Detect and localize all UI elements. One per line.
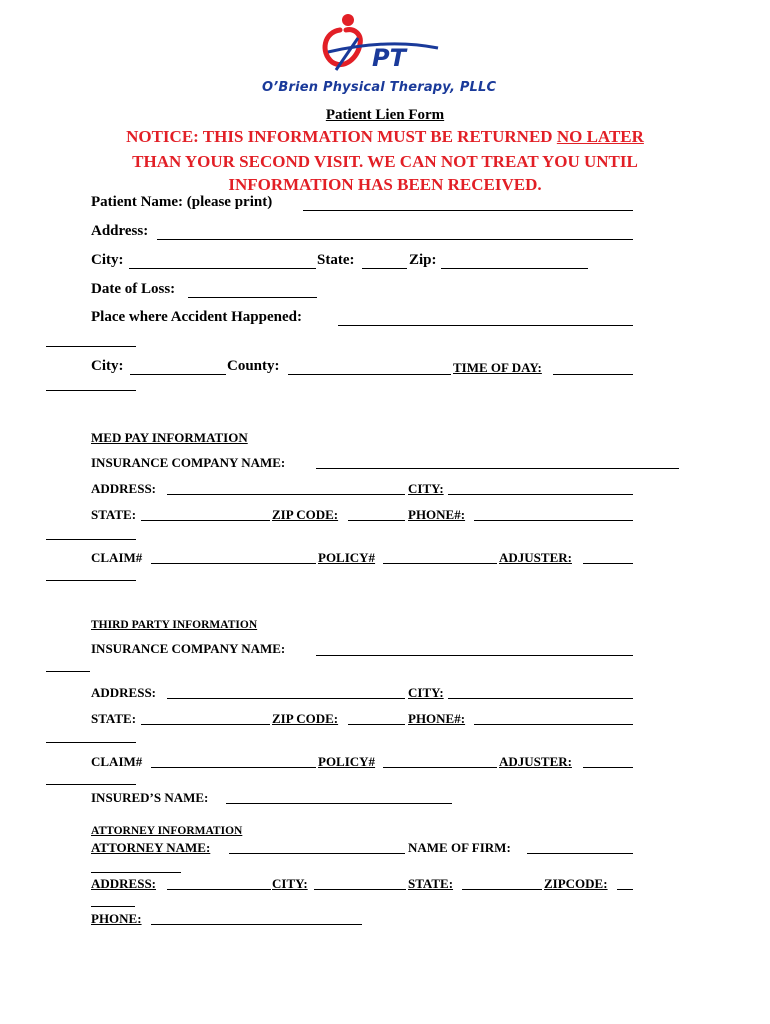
tp-address-label: ADDRESS: xyxy=(91,685,157,700)
tp-address-field[interactable] xyxy=(167,698,405,699)
date-of-loss-label: Date of Loss: xyxy=(91,281,176,297)
opt-logo-icon xyxy=(318,8,458,80)
tp-policy-field[interactable] xyxy=(383,767,497,768)
zip-field[interactable] xyxy=(441,268,588,269)
attorney-address-label: ADDRESS: xyxy=(91,876,157,891)
tp-insurance-field-cont[interactable] xyxy=(46,671,90,672)
patient-name-label: Patient Name: (please print) xyxy=(91,194,273,210)
notice-line-3: INFORMATION HAS BEEN RECEIVED. xyxy=(228,175,542,194)
med-zip-label: ZIP CODE: xyxy=(272,507,339,522)
tp-adjuster-field-cont[interactable] xyxy=(46,784,136,785)
tp-state-label: STATE: xyxy=(91,711,137,726)
notice-emphasis: NO LATER xyxy=(556,127,644,146)
accident-city-field[interactable] xyxy=(130,374,226,375)
county-field[interactable] xyxy=(288,374,451,375)
tp-insurance-label: INSURANCE COMPANY NAME: xyxy=(91,641,286,656)
tp-phone-label: PHONE#: xyxy=(408,711,466,726)
med-phone-label: PHONE#: xyxy=(408,507,466,522)
state-field[interactable] xyxy=(362,268,407,269)
form-title: Patient Lien Form xyxy=(325,107,445,123)
address-label: Address: xyxy=(91,223,149,239)
med-phone-field[interactable] xyxy=(474,520,633,521)
med-insurance-field[interactable] xyxy=(316,468,679,469)
address-field[interactable] xyxy=(157,239,633,240)
med-state-field[interactable] xyxy=(141,520,270,521)
attorney-zip-field-cont[interactable] xyxy=(91,906,135,907)
tp-phone-field-cont[interactable] xyxy=(46,742,136,743)
attorney-zip-field[interactable] xyxy=(617,889,633,890)
city-field[interactable] xyxy=(129,268,316,269)
notice-line-2: THAN YOUR SECOND VISIT. WE CAN NOT TREAT YOU UNTIL xyxy=(132,152,638,171)
attorney-zip-label: ZIPCODE: xyxy=(544,876,608,891)
state-label: State: xyxy=(317,252,355,268)
attorney-heading: ATTORNEY INFORMATION xyxy=(91,825,243,837)
med-adjuster-field[interactable] xyxy=(583,563,633,564)
tp-policy-label: POLICY# xyxy=(318,754,376,769)
attorney-phone-field[interactable] xyxy=(151,924,362,925)
county-label: County: xyxy=(227,358,280,374)
tp-phone-field[interactable] xyxy=(474,724,633,725)
attorney-phone-label: PHONE: xyxy=(91,911,142,926)
med-adjuster-label: ADJUSTER: xyxy=(499,550,572,565)
med-address-label: ADDRESS: xyxy=(91,481,157,496)
tp-city-label: CITY: xyxy=(408,685,444,700)
company-logo xyxy=(318,8,458,80)
med-state-label: STATE: xyxy=(91,507,137,522)
med-insurance-label: INSURANCE COMPANY NAME: xyxy=(91,455,286,470)
firm-name-field[interactable] xyxy=(527,853,633,854)
tp-insurance-field[interactable] xyxy=(316,655,633,656)
attorney-address-field[interactable] xyxy=(167,889,271,890)
med-address-field[interactable] xyxy=(167,494,405,495)
attorney-city-field[interactable] xyxy=(314,889,406,890)
tp-claim-label: CLAIM# xyxy=(91,754,143,769)
notice-text: NOTICE: THIS INFORMATION MUST BE RETURNED xyxy=(126,127,557,146)
company-name: O’Brien Physical Therapy, PLLC xyxy=(262,80,497,95)
med-phone-field-cont[interactable] xyxy=(46,539,136,540)
city-label: City: xyxy=(91,252,124,268)
attorney-name-field-cont[interactable] xyxy=(91,872,181,873)
firm-name-label: NAME OF FIRM: xyxy=(408,840,511,855)
med-adjuster-field-cont[interactable] xyxy=(46,580,136,581)
tp-claim-field[interactable] xyxy=(151,767,316,768)
tp-city-field[interactable] xyxy=(448,698,633,699)
attorney-state-label: STATE: xyxy=(408,876,454,891)
time-of-day-field[interactable] xyxy=(553,374,633,375)
med-policy-label: POLICY# xyxy=(318,550,376,565)
tp-zip-label: ZIP CODE: xyxy=(272,711,339,726)
notice-line-1 xyxy=(0,124,770,149)
accident-city-label: City: xyxy=(91,358,124,374)
med-city-field[interactable] xyxy=(448,494,633,495)
tp-adjuster-field[interactable] xyxy=(583,767,633,768)
tp-state-field[interactable] xyxy=(141,724,270,725)
accident-place-field[interactable] xyxy=(338,325,633,326)
accident-place-field-cont[interactable] xyxy=(46,346,136,347)
attorney-name-field[interactable] xyxy=(229,853,405,854)
time-of-day-field-cont[interactable] xyxy=(46,390,136,391)
med-city-label: CITY: xyxy=(408,481,444,496)
tp-adjuster-label: ADJUSTER: xyxy=(499,754,572,769)
attorney-city-label: CITY: xyxy=(272,876,308,891)
med-policy-field[interactable] xyxy=(383,563,497,564)
patient-name-field[interactable] xyxy=(303,210,633,211)
attorney-state-field[interactable] xyxy=(462,889,542,890)
time-of-day-label: TIME OF DAY: xyxy=(453,360,542,375)
third-party-heading: THIRD PARTY INFORMATION xyxy=(91,619,258,631)
tp-zip-field[interactable] xyxy=(348,724,405,725)
zip-label: Zip: xyxy=(409,252,437,268)
accident-place-label: Place where Accident Happened: xyxy=(91,309,302,325)
med-zip-field[interactable] xyxy=(348,520,405,521)
med-pay-heading: MED PAY INFORMATION xyxy=(91,430,248,445)
insured-name-field[interactable] xyxy=(226,803,452,804)
med-claim-label: CLAIM# xyxy=(91,550,143,565)
insured-name-label: INSURED’S NAME: xyxy=(91,790,209,805)
attorney-name-label: ATTORNEY NAME: xyxy=(91,840,211,855)
logo-initials: PT xyxy=(372,44,406,72)
med-claim-field[interactable] xyxy=(151,563,316,564)
date-of-loss-field[interactable] xyxy=(188,297,317,298)
